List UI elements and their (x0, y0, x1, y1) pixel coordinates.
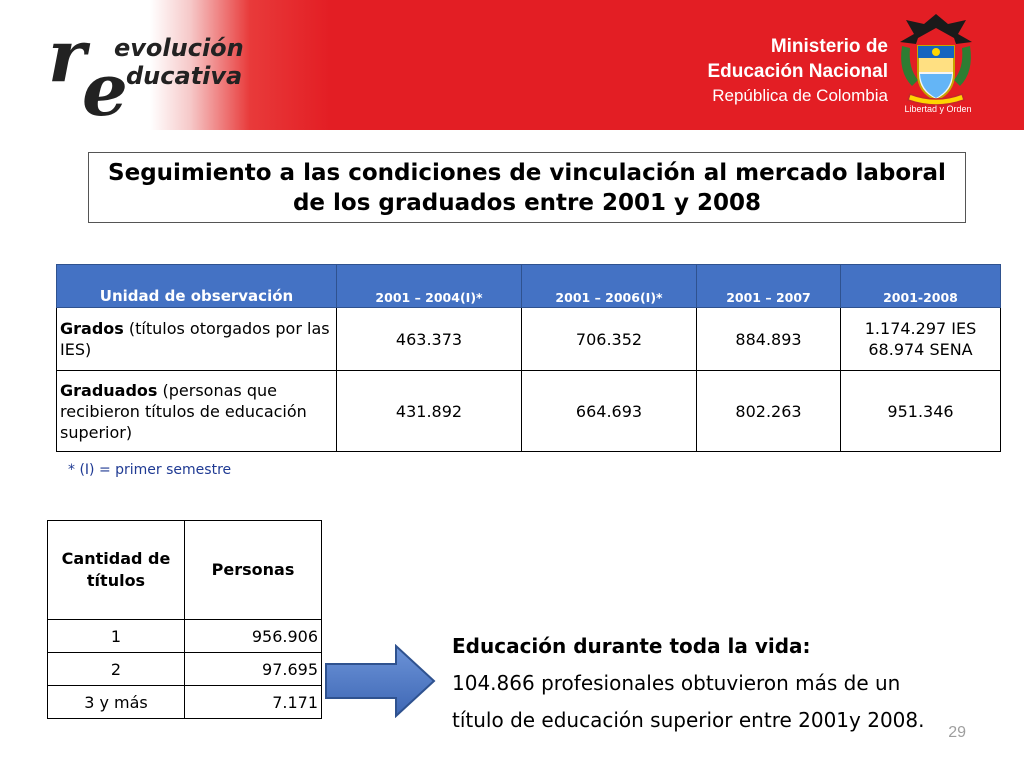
table-header-row (48, 521, 322, 620)
table-row-grados (57, 308, 1001, 371)
table-cell: 1 (48, 620, 185, 653)
footnote-primer-semestre: * (I) = primer semestre (68, 462, 232, 478)
logo-word-educativa: ducativa (126, 62, 243, 90)
row-label-grados (57, 308, 337, 371)
table-cell: 664.693 (522, 371, 697, 452)
header-banner (0, 0, 1024, 130)
summary-heading: Educación durante toda la vida: (452, 634, 811, 658)
table-cell: 463.373 (337, 308, 522, 371)
right-arrow-icon (324, 644, 436, 718)
table-cell: 2 (48, 653, 185, 686)
header-2001-2007: 2001 – 2007 (697, 265, 841, 308)
page-number: 29 (948, 724, 966, 741)
header-2001-2004: 2001 – 2004(I)* (337, 265, 522, 308)
table-header-row (57, 265, 1001, 308)
header-2001-2006: 2001 – 2006(I)* (522, 265, 697, 308)
header-2001-2008: 2001-2008 (841, 265, 1001, 308)
ministry-line-2: Educación Nacional (707, 61, 888, 82)
ministry-line-3: República de Colombia (712, 86, 888, 105)
table-cell: 802.263 (697, 371, 841, 452)
table-row (48, 653, 322, 686)
table-cell: 3 y más (48, 686, 185, 719)
logo-word-revolucion: evolución (114, 34, 244, 62)
table-cell: 97.695 (185, 653, 322, 686)
page-title-box (88, 152, 966, 223)
header-unidad-observacion: Unidad de observación (57, 265, 337, 308)
header-cantidad-titulos: Cantidad de títulos (48, 521, 185, 620)
logo-letter-r: r (48, 13, 86, 98)
revolucion-educativa-logo (48, 13, 268, 132)
table-cell: 956.906 (185, 620, 322, 653)
row-label-bold: Grados (60, 319, 124, 338)
cantidad-titulos-table (47, 520, 322, 719)
ministry-line-1: Ministerio de (770, 36, 888, 57)
row-label-rest: (títulos otorgados por las IES) (60, 319, 330, 359)
summary-text-block (452, 628, 924, 739)
colombia-coat-of-arms-icon (896, 12, 976, 108)
grados-graduados-table (56, 264, 1001, 452)
cell-line-sena: 68.974 SENA (868, 340, 973, 359)
header-personas: Personas (185, 521, 322, 620)
table-cell: 951.346 (841, 371, 1001, 452)
table-cell: 431.892 (337, 371, 522, 452)
row-label-graduados (57, 371, 337, 452)
table-cell: 706.352 (522, 308, 697, 371)
row-label-bold: Graduados (60, 380, 158, 400)
ministry-name (700, 34, 888, 107)
summary-line-2: título de educación superior entre 2001y 2008. (452, 708, 925, 732)
summary-line-1: 104.866 profesionales obtuvieron más de un (452, 671, 901, 695)
row-label-rest: (personas que recibieron títulos de educación superior) (60, 380, 307, 442)
table-row (48, 620, 322, 653)
table-cell: 7.171 (185, 686, 322, 719)
table-row (48, 686, 322, 719)
cell-line-ies: 1.174.297 IES (864, 319, 977, 338)
table-cell: 884.893 (697, 308, 841, 371)
table-cell (841, 308, 1001, 371)
logo-letter-e: e (82, 47, 128, 132)
ministry-motto: Libertad y Orden (904, 104, 972, 114)
page-title: Seguimiento a las condiciones de vinculación al mercado laboral de los graduados entre 2001 y 2008 (108, 159, 946, 216)
table-row-graduados (57, 371, 1001, 452)
